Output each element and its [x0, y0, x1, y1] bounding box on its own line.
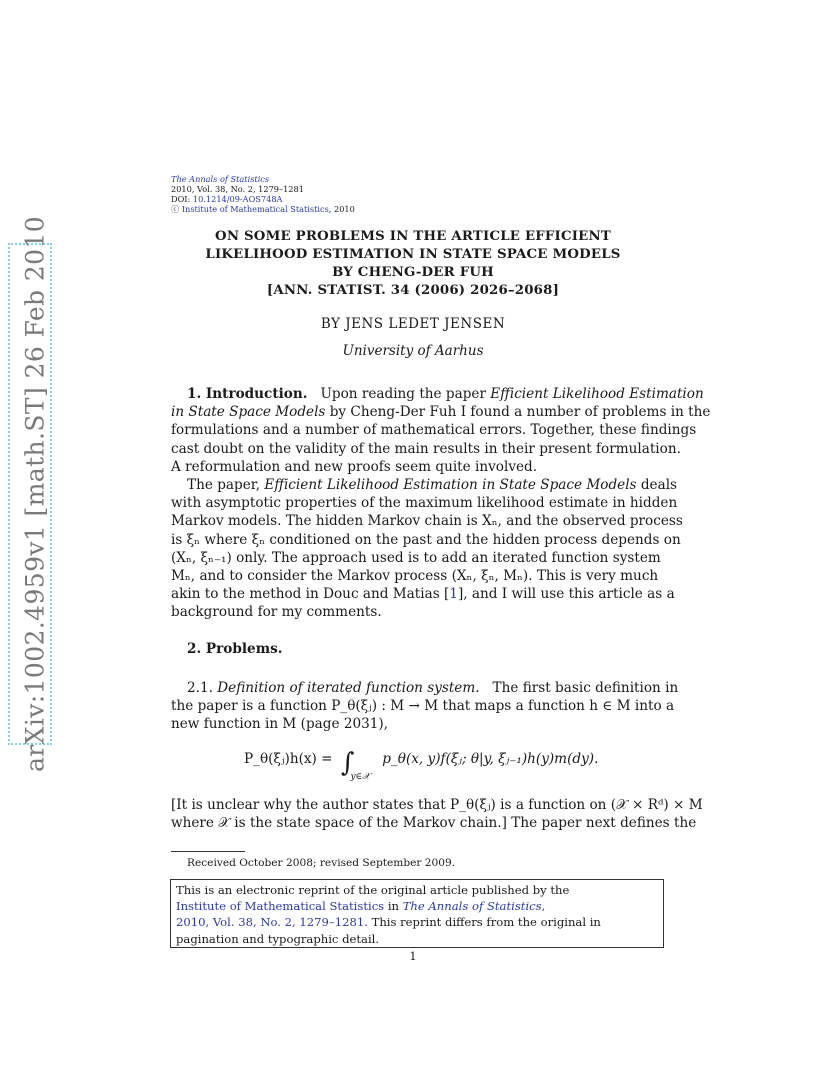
journal-copyright — [171, 204, 355, 214]
copyright-year: , 2010 — [328, 204, 355, 214]
copyright-icon: ⓒ — [171, 204, 180, 214]
institute-link[interactable]: Institute of Mathematical Statistics — [181, 204, 329, 214]
affiliation: University of Aarhus — [342, 343, 484, 359]
section-heading: 2. Problems. — [187, 641, 283, 657]
text-line: by Cheng-Der Fuh I found a number of problems in the — [329, 404, 711, 421]
text-line: The first basic definition in — [492, 680, 679, 696]
journal-volume: 2010, Vol. 38, No. 2, 1279–1281 — [171, 184, 304, 194]
paragraph-3 — [171, 796, 703, 832]
text-line: A reformulation and new proofs seem quite involved. — [171, 458, 538, 475]
volume-link[interactable]: 2010, Vol. 38, No. 2, 1279–1281 — [176, 915, 365, 930]
text-line: Upon reading the paper — [320, 386, 486, 402]
reprint-line — [176, 898, 658, 914]
intro-paragraph — [171, 385, 711, 476]
reprint-text: . This reprint differs from the original in — [364, 915, 601, 930]
page-number: 1 — [409, 950, 417, 963]
footnote: Received October 2008; revised September 2009. — [187, 857, 456, 869]
author: BY JENS LEDET JENSEN — [320, 316, 506, 332]
doi-prefix: DOI: — [171, 194, 193, 204]
text-italic: Efficient Likelihood Estimation — [490, 386, 704, 402]
journal-header — [171, 174, 355, 214]
paragraph-2 — [171, 476, 683, 622]
text-line: deals — [640, 477, 678, 493]
integral-sign: ∫ — [340, 748, 355, 778]
institute-link[interactable]: Institute of Mathematical Statistics — [176, 899, 385, 914]
text-line: with asymptotic properties of the maximum likelihood estimate in hidden — [171, 495, 678, 512]
text-line: The paper, — [187, 477, 261, 493]
text-italic: Efficient Likelihood Estimation in State Space Models — [264, 477, 637, 493]
equation-lhs: P_θ(ξⱼ)h(x) = — [244, 751, 333, 767]
text-line: cast doubt on the validity of the main results in their present formulation. — [171, 440, 681, 457]
reprint-line — [176, 914, 658, 930]
doi-link[interactable]: 10.1214/09-AOS748A — [192, 194, 283, 204]
text-line: [It is unclear why the author states that P_θ(ξⱼ) is a function on (𝒳 × Rᵈ) × M — [171, 797, 703, 813]
reprint-line: pagination and typographic detail. — [176, 931, 380, 946]
text-line: akin to the method in Douc and Matias [ — [171, 586, 450, 603]
text-line: the paper is a function P_θ(ξⱼ) : M → M that maps a function h ∈ M into a — [171, 698, 675, 715]
journal-name-link[interactable]: The Annals of Statistics — [171, 174, 270, 184]
text-line: ], and I will use this article as a — [457, 586, 675, 603]
journal-link[interactable]: The Annals of Statistics — [402, 899, 542, 914]
citation-link[interactable]: 1 — [449, 586, 458, 603]
title-line: [ANN. STATIST. 34 (2006) 2026–2068] — [266, 283, 560, 298]
text-line: where 𝒳 is the state space of the Markov chain.] The paper next defines the — [171, 815, 697, 832]
equation-rhs: p_θ(x, y)f(ξⱼ; θ|y, ξⱼ₋₁)h(y)m(dy). — [382, 751, 599, 767]
text-line: Markov models. The hidden Markov chain is Xₙ, and the observed process — [171, 513, 683, 530]
integral-domain: y∈𝒳 — [350, 772, 370, 782]
reprint-line: This is an electronic reprint of the original article published by the — [176, 883, 570, 897]
text-line: (Xₙ, ξₙ₋₁) only. The approach used is to add an iterated function system — [171, 549, 661, 566]
journal-link-comma: , — [541, 899, 546, 914]
intro-heading: 1. Introduction. — [187, 386, 308, 402]
text-line: Mₙ, and to consider the Markov process (Xₙ, ξₙ, Mₙ). This is very much — [171, 568, 659, 585]
title-line: ON SOME PROBLEMS IN THE ARTICLE EFFICIENT — [215, 229, 611, 244]
text-line: background for my comments. — [171, 604, 382, 621]
reprint-text: in — [384, 899, 403, 914]
footnote-rule — [171, 851, 245, 852]
display-equation — [244, 748, 598, 782]
text-line: new function in M (page 2031), — [171, 716, 389, 733]
subsection-2-1 — [171, 679, 679, 734]
text-line: is ξₙ where ξₙ conditioned on the past and the hidden process depends on — [171, 531, 681, 548]
arxiv-side-stamp: arXiv:1002.4959v1 [math.ST] 26 Feb 2010 — [20, 215, 50, 773]
title-line: LIKELIHOOD ESTIMATION IN STATE SPACE MODELS — [205, 247, 621, 262]
title-line: BY CHENG-DER FUH — [332, 265, 494, 280]
reprint-notice — [170, 879, 664, 948]
subsection-title: Definition of iterated function system. — [217, 680, 480, 696]
text-italic: in State Space Models — [171, 404, 326, 421]
journal-doi — [171, 194, 355, 204]
paper-title — [171, 228, 655, 300]
subsection-number: 2.1. — [187, 680, 213, 696]
text-line: formulations and a number of mathematical errors. Together, these findings — [171, 422, 697, 439]
